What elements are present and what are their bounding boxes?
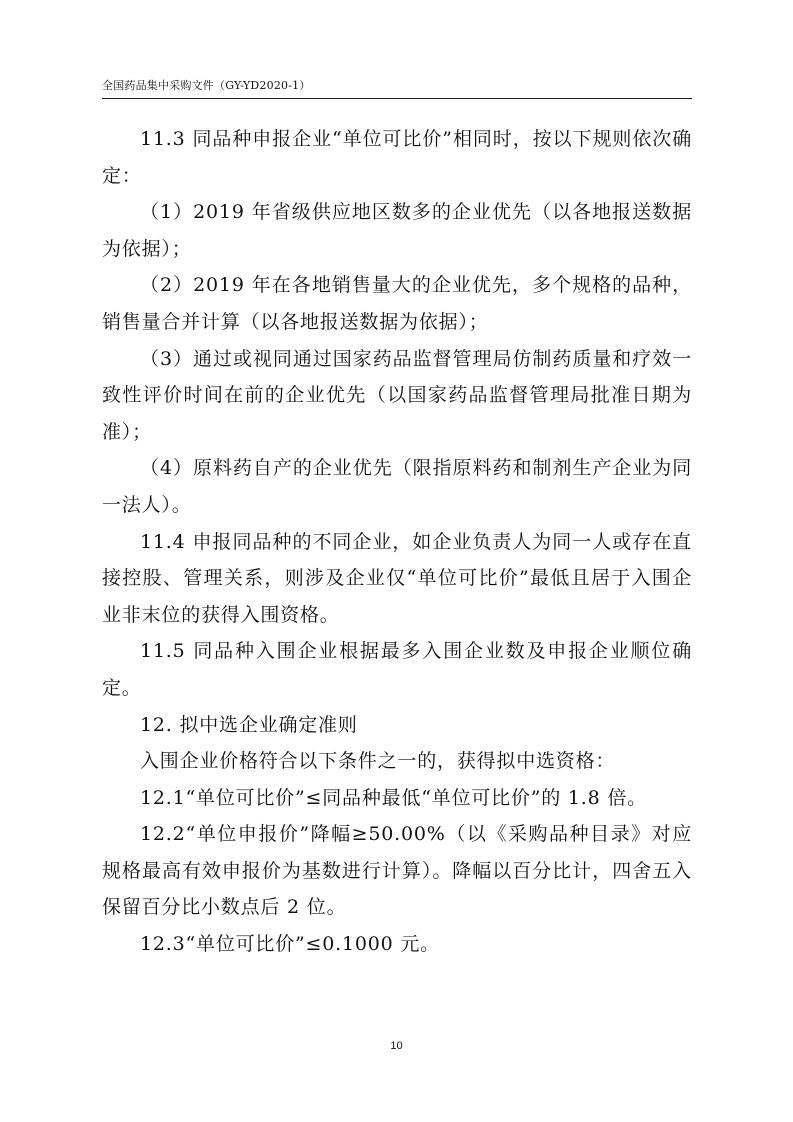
paragraph-12-2: 12.2“单位申报价”降幅≥50.00%（以《采购品种目录》对应规格最高有效申报价为基数进行计算）。降幅以百分比计，四舍五入保留百分比小数点后 2 位。 — [102, 823, 692, 919]
paragraph-12-intro: 入围企业价格符合以下条件之一的，获得拟中选资格： — [140, 750, 616, 773]
paragraph-12-1: 12.1“单位可比价”≤同品种最低“单位可比价”的 1.8 倍。 — [140, 786, 647, 809]
paragraph-11-5: 11.5 同品种入围企业根据最多入围企业数及申报企业顺位确定。 — [102, 640, 692, 699]
paragraph-rule-1: （1）2019 年省级供应地区数多的企业优先（以各地报送数据为依据）； — [102, 201, 692, 260]
paragraph-rule-3: （3）通过或视同通过国家药品监督管理局仿制药质量和疗效一致性评价时间在前的企业优先（以国家药品监督管理局批准日期为准）； — [102, 347, 692, 443]
paragraph-12-3: 12.3“单位可比价”≤0.1000 元。 — [140, 933, 440, 956]
document-header: 全国药品集中采购文件（GY-YD2020-1） — [102, 79, 311, 92]
paragraph-rule-4: （4）原料药自产的企业优先（限指原料药和制剂生产企业为同一法人）。 — [102, 457, 692, 516]
paragraph-rule-2: （2）2019 年在各地销售量大的企业优先，多个规格的品种，销售量合并计算（以各地报送数据为依据）； — [102, 274, 692, 333]
paragraph-11-4: 11.4 申报同品种的不同企业，如企业负责人为同一人或存在直接控股、管理关系，则涉及企业仅“单位可比价”最低且居于入围企业非末位的获得入围资格。 — [102, 530, 692, 626]
header-divider — [102, 98, 692, 99]
page-number: 10 — [390, 1040, 403, 1052]
section-heading-12: 12. 拟中选企业确定准则 — [140, 713, 358, 736]
paragraph-11-3: 11.3 同品种申报企业“单位可比价”相同时，按以下规则依次确定： — [102, 128, 692, 187]
document-body — [102, 121, 692, 963]
